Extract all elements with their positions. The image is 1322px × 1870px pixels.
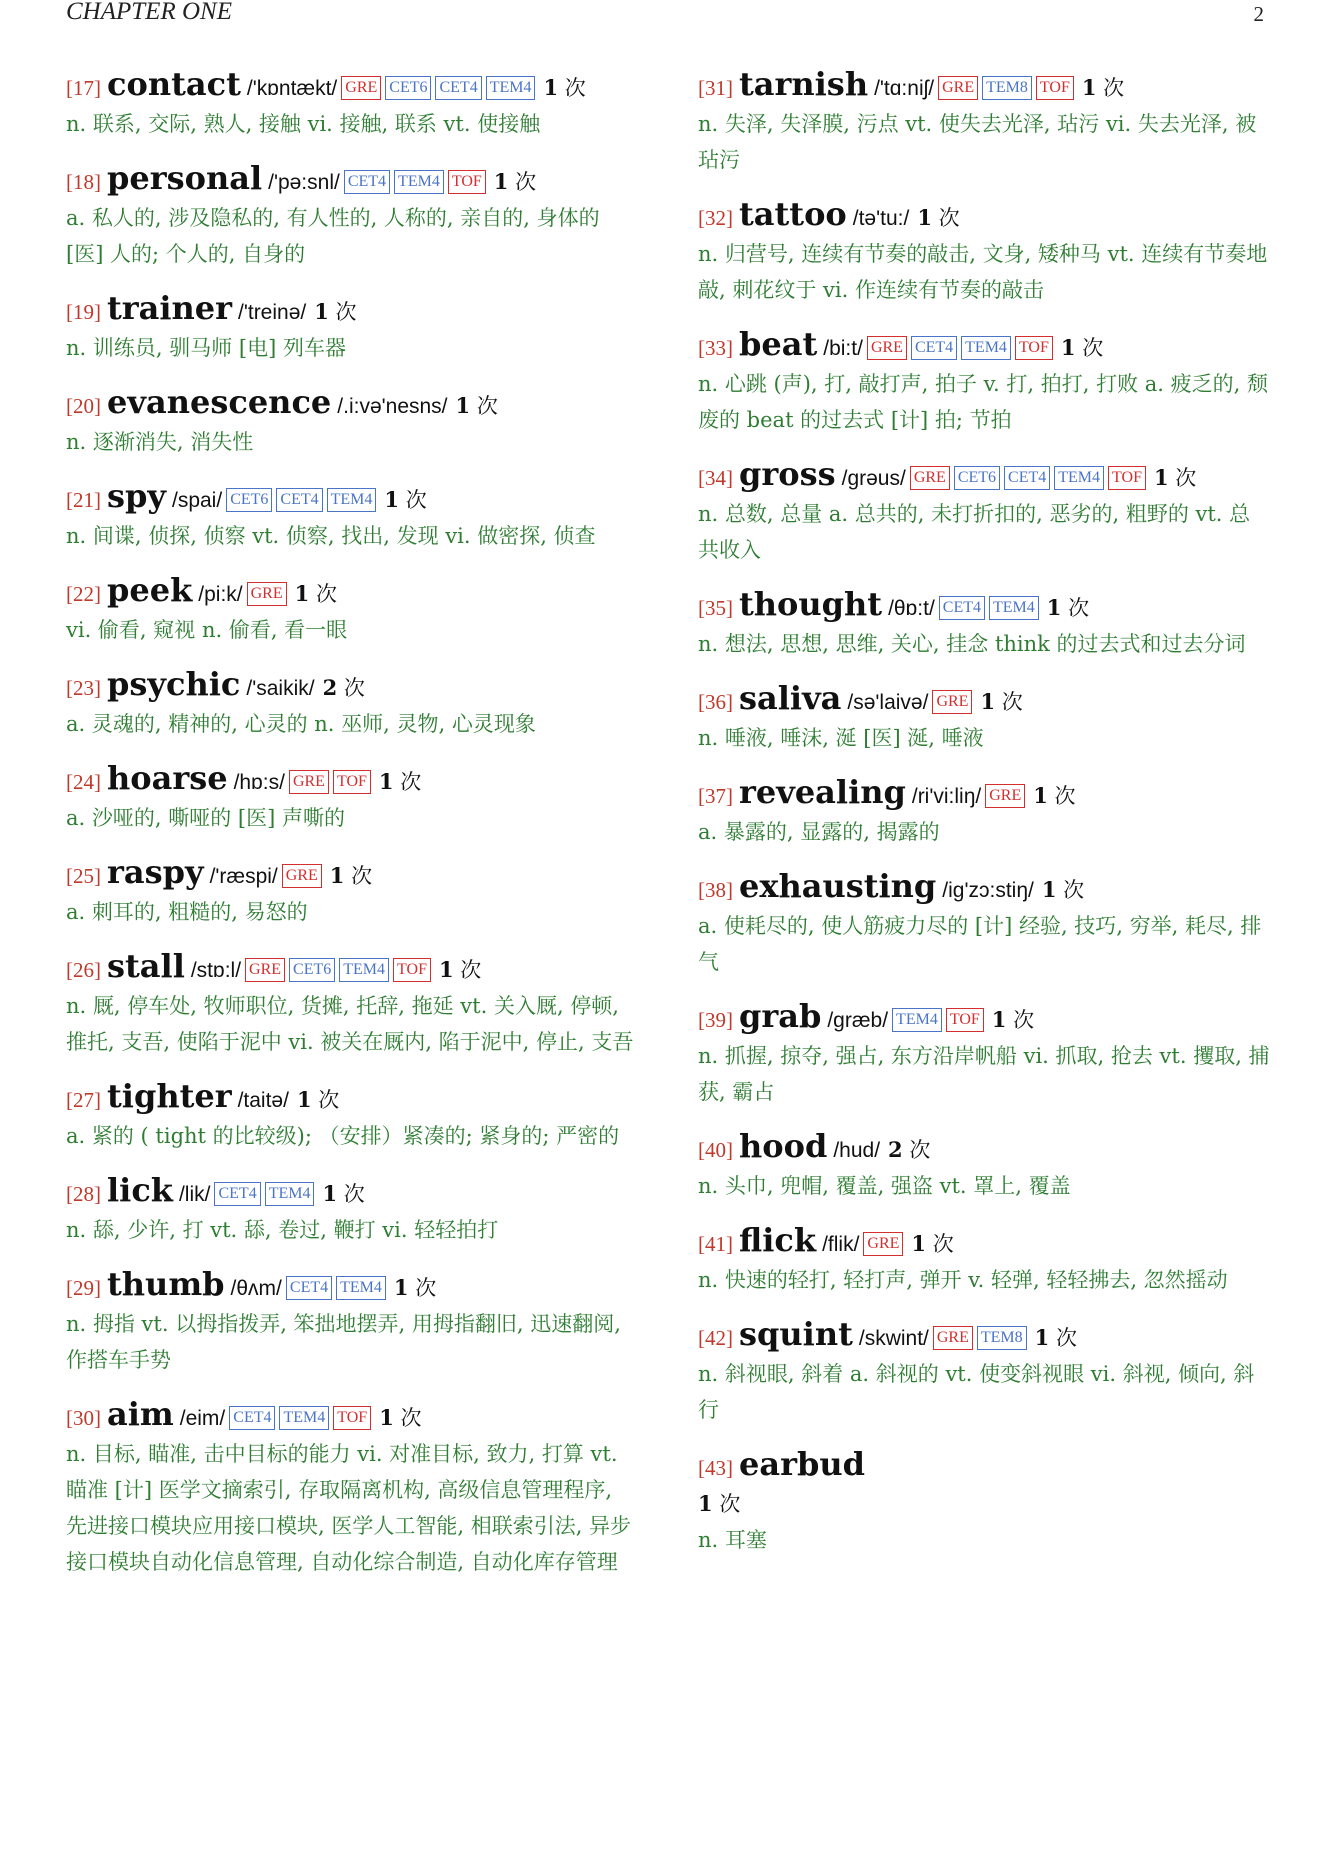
headword: tattoo (739, 195, 847, 233)
dictionary-entry (698, 864, 1270, 980)
entry-index: [29] (66, 1276, 101, 1300)
headword: psychic (107, 665, 241, 703)
dictionary-entry (698, 676, 1270, 756)
dictionary-entry (698, 322, 1270, 438)
entry-headline (698, 1218, 1270, 1262)
frequency-number: 1 (1034, 1325, 1050, 1350)
pronunciation: /'treinə/ (238, 301, 307, 324)
frequency-unit: 次 (351, 864, 373, 888)
exam-tag: TOF (946, 1008, 984, 1032)
dictionary-entry (66, 662, 636, 742)
pronunciation: /taitə/ (237, 1089, 289, 1112)
frequency-unit: 次 (1001, 690, 1023, 714)
entry-index: [31] (698, 76, 733, 100)
headword: personal (107, 159, 263, 197)
frequency-number: 1 (543, 75, 559, 100)
frequency-number: 1 (991, 1007, 1007, 1032)
frequency-unit: 次 (415, 1276, 437, 1300)
exam-tag: TEM8 (982, 76, 1032, 100)
frequency-count (323, 676, 365, 700)
frequency-count (322, 1182, 364, 1206)
pronunciation: /lik/ (178, 1183, 211, 1206)
frequency-number: 1 (314, 299, 329, 324)
definition: n. 快速的轻打, 轻打声, 弹开 v. 轻弹, 轻轻拂去, 忽然摇动 (698, 1268, 1228, 1292)
exam-tag: TEM4 (339, 958, 389, 982)
frequency-unit: 次 (564, 76, 586, 100)
entry-index: [37] (698, 784, 733, 808)
frequency-number: 1 (917, 205, 932, 230)
pronunciation: /tə'tu:/ (852, 207, 910, 230)
frequency-number: 1 (329, 863, 345, 888)
entry-index: [20] (66, 394, 101, 418)
dictionary-entry (698, 192, 1270, 308)
headword: hood (739, 1127, 828, 1165)
frequency-unit: 次 (335, 300, 357, 324)
chapter-title: CHAPTER ONE (66, 0, 232, 25)
entry-index: [42] (698, 1326, 733, 1350)
headword: peek (107, 571, 193, 609)
headword: trainer (107, 289, 233, 327)
exam-tag: TEM4 (1054, 466, 1104, 490)
dictionary-entry (698, 1442, 1270, 1558)
frequency-count (917, 206, 959, 230)
exam-tag: TEM4 (989, 596, 1039, 620)
headword: stall (107, 947, 185, 985)
exam-tag: TEM4 (265, 1182, 315, 1206)
page-number: 2 (1253, 2, 1264, 26)
frequency-number: 1 (1081, 75, 1097, 100)
definition: n. 联系, 交际, 熟人, 接触 vi. 接触, 联系 vt. 使接触 (66, 112, 541, 136)
dictionary-entry (66, 62, 636, 142)
definition: n. 归营号, 连续有节奏的敲击, 文身, 矮种马 vt. 连续有节奏地敲, 刺花纹于 vi. 作连续有节奏的敲击 (698, 242, 1268, 302)
exam-tag: GRE (341, 76, 381, 100)
entry-headline (698, 994, 1270, 1038)
frequency-unit: 次 (400, 770, 422, 794)
frequency-number: 1 (1153, 465, 1169, 490)
exam-tag: TEM4 (394, 170, 444, 194)
definition: a. 沙哑的, 嘶哑的 [医] 声嘶的 (66, 806, 345, 830)
definition: n. 耳塞 (698, 1528, 767, 1552)
dictionary-entry (698, 994, 1270, 1110)
frequency-count (439, 958, 481, 982)
entry-headline (66, 474, 636, 518)
entry-headline (698, 62, 1270, 106)
pronunciation: /spai/ (171, 489, 223, 512)
pronunciation: /grəus/ (841, 467, 906, 490)
frequency-count (1042, 878, 1084, 902)
dictionary-entry (66, 850, 636, 930)
definition: a. 暴露的, 显露的, 揭露的 (698, 820, 940, 844)
exam-tag: TEM4 (327, 488, 377, 512)
frequency-number: 1 (1046, 595, 1062, 620)
frequency-number: 1 (379, 1405, 394, 1430)
entry-index: [30] (66, 1406, 101, 1430)
headword: spy (107, 477, 166, 515)
exam-tag: TEM4 (486, 76, 536, 100)
frequency-number: 1 (438, 957, 454, 982)
frequency-number: 1 (393, 1275, 409, 1300)
definition: n. 心跳 (声), 打, 敲打声, 拍子 v. 打, 拍打, 打败 a. 疲乏的, 颓废的 beat 的过去式 [计] 拍; 节拍 (698, 372, 1268, 432)
frequency-count (1061, 336, 1103, 360)
frequency-unit: 次 (938, 206, 960, 230)
frequency-unit: 次 (1054, 784, 1076, 808)
pronunciation: /ri'vi:liŋ/ (911, 785, 982, 808)
entry-headline (66, 850, 636, 894)
frequency-unit: 次 (343, 1182, 365, 1206)
dictionary-entry (698, 1218, 1270, 1298)
entry-index: [28] (66, 1182, 101, 1206)
entry-headline (66, 1074, 636, 1118)
exam-tag: GRE (933, 1326, 973, 1350)
headword: tarnish (739, 65, 869, 103)
headword: lick (107, 1171, 173, 1209)
entry-index: [38] (698, 878, 733, 902)
entry-headline (698, 676, 1270, 720)
dictionary-entry (698, 582, 1270, 662)
frequency-number: 1 (1033, 783, 1048, 808)
exam-tag: TOF (333, 770, 371, 794)
entry-headline (698, 1312, 1270, 1356)
entry-headline (698, 1124, 1270, 1168)
entry-index: [32] (698, 206, 733, 230)
frequency-unit: 次 (1013, 1008, 1035, 1032)
exam-tag: CET4 (286, 1276, 332, 1300)
frequency-count (1035, 1326, 1077, 1350)
exam-tag: CET4 (911, 336, 957, 360)
definition: n. 拇指 vt. 以拇指拨弄, 笨拙地摆弄, 用拇指翻旧, 迅速翻阅, 作搭车手势 (66, 1312, 621, 1372)
exam-tag: CET6 (385, 76, 431, 100)
frequency-count (1082, 76, 1124, 100)
frequency-count (698, 1492, 740, 1516)
entry-index: [36] (698, 690, 733, 714)
exam-tag: CET6 (289, 958, 335, 982)
frequency-unit: 次 (343, 676, 365, 700)
frequency-number: 1 (1060, 335, 1076, 360)
frequency-count (330, 864, 372, 888)
exam-tag: TOF (1108, 466, 1146, 490)
exam-tag: CET6 (954, 466, 1000, 490)
frequency-count (992, 1008, 1034, 1032)
frequency-count (379, 770, 421, 794)
frequency-unit: 次 (719, 1492, 741, 1516)
entry-headline (66, 1392, 636, 1436)
exam-tag: TOF (1015, 336, 1053, 360)
pronunciation: /skwint/ (858, 1327, 929, 1350)
headword: thought (739, 585, 883, 623)
pronunciation: /'kɒntækt/ (246, 77, 338, 100)
frequency-unit: 次 (932, 1232, 954, 1256)
frequency-count (1154, 466, 1196, 490)
frequency-count (980, 690, 1022, 714)
right-column (698, 62, 1270, 1572)
exam-tag: CET4 (344, 170, 390, 194)
exam-tag: TEM4 (279, 1406, 329, 1430)
pronunciation: /græb/ (827, 1009, 889, 1032)
entry-index: [43] (698, 1456, 733, 1480)
headword: aim (107, 1395, 174, 1433)
frequency-count (314, 300, 356, 324)
definition: n. 斜视眼, 斜着 a. 斜视的 vt. 使变斜视眼 vi. 斜视, 倾向, 斜行 (698, 1362, 1255, 1422)
dictionary-entry (698, 770, 1270, 850)
dictionary-entry (66, 1392, 636, 1580)
definition: n. 逐渐消失, 消失性 (66, 430, 254, 454)
frequency-count (911, 1232, 953, 1256)
entry-headline (66, 944, 636, 988)
exam-tag: CET4 (435, 76, 481, 100)
frequency-number: 2 (322, 675, 338, 700)
exam-tag: CET6 (226, 488, 272, 512)
exam-tag: GRE (910, 466, 950, 490)
definition: n. 失泽, 失泽膜, 污点 vt. 使失去光泽, 玷污 vi. 失去光泽, 被玷污 (698, 112, 1257, 172)
headword: thumb (107, 1265, 225, 1303)
frequency-number: 1 (1041, 877, 1057, 902)
headword: earbud (739, 1445, 865, 1483)
dictionary-entry (698, 1124, 1270, 1204)
definition: n. 厩, 停车处, 牧师职位, 货摊, 托辞, 拖延 vt. 关入厩, 停顿, 推托, 支吾, 使陷于泥中 vi. 被关在厩内, 陷于泥中, 停止, 支吾 (66, 994, 634, 1054)
pronunciation: /'tɑ:niʃ/ (874, 77, 935, 100)
exam-tag: TEM8 (977, 1326, 1027, 1350)
headword: contact (107, 65, 241, 103)
headword: flick (739, 1221, 817, 1259)
pronunciation: /stɒ:l/ (190, 959, 242, 982)
frequency-count (297, 1088, 339, 1112)
dictionary-entry (66, 1262, 636, 1378)
entry-headline (698, 192, 1270, 236)
exam-tag: CET4 (229, 1406, 275, 1430)
entry-index: [34] (698, 466, 733, 490)
frequency-unit: 次 (1103, 76, 1125, 100)
entry-headline (698, 1442, 1270, 1486)
definition: n. 头巾, 兜帽, 覆盖, 强盗 vt. 罩上, 覆盖 (698, 1174, 1071, 1198)
entry-headline (698, 452, 1270, 496)
pronunciation: /θɒ:t/ (888, 597, 935, 620)
headword: saliva (739, 679, 842, 717)
headword: gross (739, 455, 836, 493)
definition: n. 唾液, 唾沫, 涎 [医] 涎, 唾液 (698, 726, 984, 750)
exam-tag: CET4 (214, 1182, 260, 1206)
definition: n. 间谍, 侦探, 侦察 vt. 侦察, 找出, 发现 vi. 做密探, 侦查 (66, 524, 596, 548)
pronunciation: /sə'laivə/ (847, 691, 929, 714)
entry-index: [18] (66, 170, 101, 194)
dictionary-entry (66, 756, 636, 836)
frequency-unit: 次 (318, 1088, 340, 1112)
headword: squint (739, 1315, 853, 1353)
exam-tag: GRE (289, 770, 329, 794)
entry-index: [33] (698, 336, 733, 360)
pronunciation: /.i:və'nesns/ (337, 395, 448, 418)
headword: beat (739, 325, 818, 363)
frequency-unit: 次 (909, 1138, 931, 1162)
entry-headline (66, 756, 636, 800)
entry-headline (66, 1262, 636, 1306)
entry-index: [22] (66, 582, 101, 606)
pronunciation: /pi:k/ (198, 583, 243, 606)
definition: n. 抓握, 掠夺, 强占, 东方沿岸帆船 vi. 抓取, 抢去 vt. 攫取, 捕获, 霸占 (698, 1044, 1270, 1104)
frequency-number: 2 (888, 1137, 903, 1162)
exam-tag: TOF (448, 170, 486, 194)
frequency-count (394, 1276, 436, 1300)
frequency-unit: 次 (1055, 1326, 1077, 1350)
frequency-count (295, 582, 337, 606)
frequency-number: 1 (455, 393, 471, 418)
headword: evanescence (107, 383, 332, 421)
entry-index: [24] (66, 770, 101, 794)
pronunciation: /θʌm/ (230, 1277, 282, 1300)
entry-index: [41] (698, 1232, 733, 1256)
frequency-number: 1 (911, 1231, 927, 1256)
dictionary-entry (66, 1074, 636, 1154)
pronunciation: /eim/ (179, 1407, 226, 1430)
entry-index: [17] (66, 76, 101, 100)
pronunciation: /flik/ (822, 1233, 860, 1256)
dictionary-entry (698, 62, 1270, 178)
entry-index: [23] (66, 676, 101, 700)
frequency-unit: 次 (315, 582, 337, 606)
definition: a. 灵魂的, 精神的, 心灵的 n. 巫师, 灵物, 心灵现象 (66, 712, 536, 736)
entry-index: [27] (66, 1088, 101, 1112)
definition: n. 训练员, 驯马师 [电] 列车器 (66, 336, 346, 360)
pronunciation: /hɒ:s/ (233, 771, 285, 794)
exam-tag: GRE (867, 336, 907, 360)
left-column (66, 62, 636, 1594)
entry-index: [25] (66, 864, 101, 888)
definition: vi. 偷看, 窥视 n. 偷看, 看一眼 (66, 618, 348, 642)
exam-tag: GRE (863, 1232, 903, 1256)
definition: a. 使耗尽的, 使人筋疲力尽的 [计] 经验, 技巧, 穷举, 耗尽, 排气 (698, 914, 1262, 974)
pronunciation: /'pə:snl/ (268, 171, 340, 194)
headword: revealing (739, 773, 906, 811)
frequency-unit: 次 (405, 488, 427, 512)
frequency-number: 1 (296, 1087, 312, 1112)
entry-index: [26] (66, 958, 101, 982)
pronunciation: /'ræspi/ (209, 865, 278, 888)
frequency-number: 1 (378, 769, 394, 794)
frequency-unit: 次 (1175, 466, 1197, 490)
exam-tag: TEM4 (961, 336, 1011, 360)
exam-tag: TOF (393, 958, 431, 982)
exam-tag: TEM4 (892, 1008, 942, 1032)
entry-headline (66, 380, 636, 424)
definition: n. 总数, 总量 a. 总共的, 未打折扣的, 恶劣的, 粗野的 vt. 总共收入 (698, 502, 1251, 562)
frequency-line (698, 1486, 1270, 1522)
exam-tag: CET4 (276, 488, 322, 512)
frequency-unit: 次 (1068, 596, 1090, 620)
frequency-unit: 次 (1082, 336, 1104, 360)
pronunciation: /bi:t/ (823, 337, 863, 360)
frequency-number: 1 (493, 169, 509, 194)
frequency-number: 1 (322, 1181, 338, 1206)
frequency-count (494, 170, 536, 194)
pronunciation: /ig'zɔ:stiŋ/ (942, 879, 1034, 902)
frequency-number: 1 (698, 1491, 713, 1516)
entry-headline (66, 286, 636, 330)
entry-headline (66, 62, 636, 106)
dictionary-entry (66, 1168, 636, 1248)
frequency-number: 1 (980, 689, 996, 714)
exam-tag: GRE (985, 784, 1025, 808)
dictionary-entry (66, 156, 636, 272)
pronunciation: /'saikik/ (246, 677, 315, 700)
entry-headline (66, 662, 636, 706)
dictionary-entry (66, 474, 636, 554)
definition: n. 想法, 思想, 思维, 关心, 挂念 think 的过去式和过去分词 (698, 632, 1246, 656)
frequency-unit: 次 (1063, 878, 1085, 902)
headword: tighter (107, 1077, 232, 1115)
exam-tag: GRE (938, 76, 978, 100)
exam-tag: TOF (1036, 76, 1074, 100)
frequency-count (888, 1138, 930, 1162)
frequency-count (384, 488, 426, 512)
exam-tag: GRE (245, 958, 285, 982)
exam-tag: TOF (333, 1406, 371, 1430)
entry-headline (66, 156, 636, 200)
headword: raspy (107, 853, 204, 891)
entry-headline (698, 770, 1270, 814)
frequency-unit: 次 (460, 958, 482, 982)
exam-tag: TEM4 (336, 1276, 386, 1300)
entry-headline (698, 582, 1270, 626)
dictionary-entry (66, 380, 636, 460)
frequency-count (1047, 596, 1089, 620)
frequency-count (379, 1406, 421, 1430)
definition: n. 目标, 瞄准, 击中目标的能力 vi. 对准目标, 致力, 打算 vt. 瞄准 [计] 医学文摘索引, 存取隔离机构, 高级信息管理程序, 先进接口模块应用接口模块, 医学人工智能, 相联索引法, 异步接口模块自动化信息管理, 自动化综合制造, 自动化库存管理 (66, 1442, 632, 1574)
headword: hoarse (107, 759, 228, 797)
frequency-count (1033, 784, 1075, 808)
frequency-count (543, 76, 585, 100)
frequency-unit: 次 (476, 394, 498, 418)
headword: grab (739, 997, 822, 1035)
exam-tag: CET4 (1004, 466, 1050, 490)
dictionary-entry (66, 944, 636, 1060)
definition: a. 紧的 ( tight 的比较级); （安排）紧凑的; 紧身的; 严密的 (66, 1124, 620, 1148)
frequency-unit: 次 (515, 170, 537, 194)
entry-headline (66, 568, 636, 612)
entry-headline (698, 864, 1270, 908)
dictionary-entry (698, 1312, 1270, 1428)
headword: exhausting (739, 867, 937, 905)
frequency-count (456, 394, 498, 418)
entry-headline (698, 322, 1270, 366)
dictionary-entry (66, 286, 636, 366)
entry-index: [35] (698, 596, 733, 620)
exam-tag: GRE (282, 864, 322, 888)
frequency-unit: 次 (400, 1406, 422, 1430)
entry-index: [39] (698, 1008, 733, 1032)
definition: a. 刺耳的, 粗糙的, 易怒的 (66, 900, 308, 924)
dictionary-entry (66, 568, 636, 648)
definition: n. 舔, 少许, 打 vt. 舔, 卷过, 鞭打 vi. 轻轻拍打 (66, 1218, 499, 1242)
entry-index: [21] (66, 488, 101, 512)
definition: a. 私人的, 涉及隐私的, 有人性的, 人称的, 亲自的, 身体的 [医] 人的; 个人的, 自身的 (66, 206, 600, 266)
exam-tag: CET4 (939, 596, 985, 620)
exam-tag: GRE (247, 582, 287, 606)
exam-tag: GRE (932, 690, 972, 714)
frequency-number: 1 (384, 487, 400, 512)
pronunciation: /hud/ (833, 1139, 881, 1162)
dictionary-entry (698, 452, 1270, 568)
entry-index: [40] (698, 1138, 733, 1162)
entry-headline (66, 1168, 636, 1212)
frequency-number: 1 (294, 581, 310, 606)
entry-index: [19] (66, 300, 101, 324)
